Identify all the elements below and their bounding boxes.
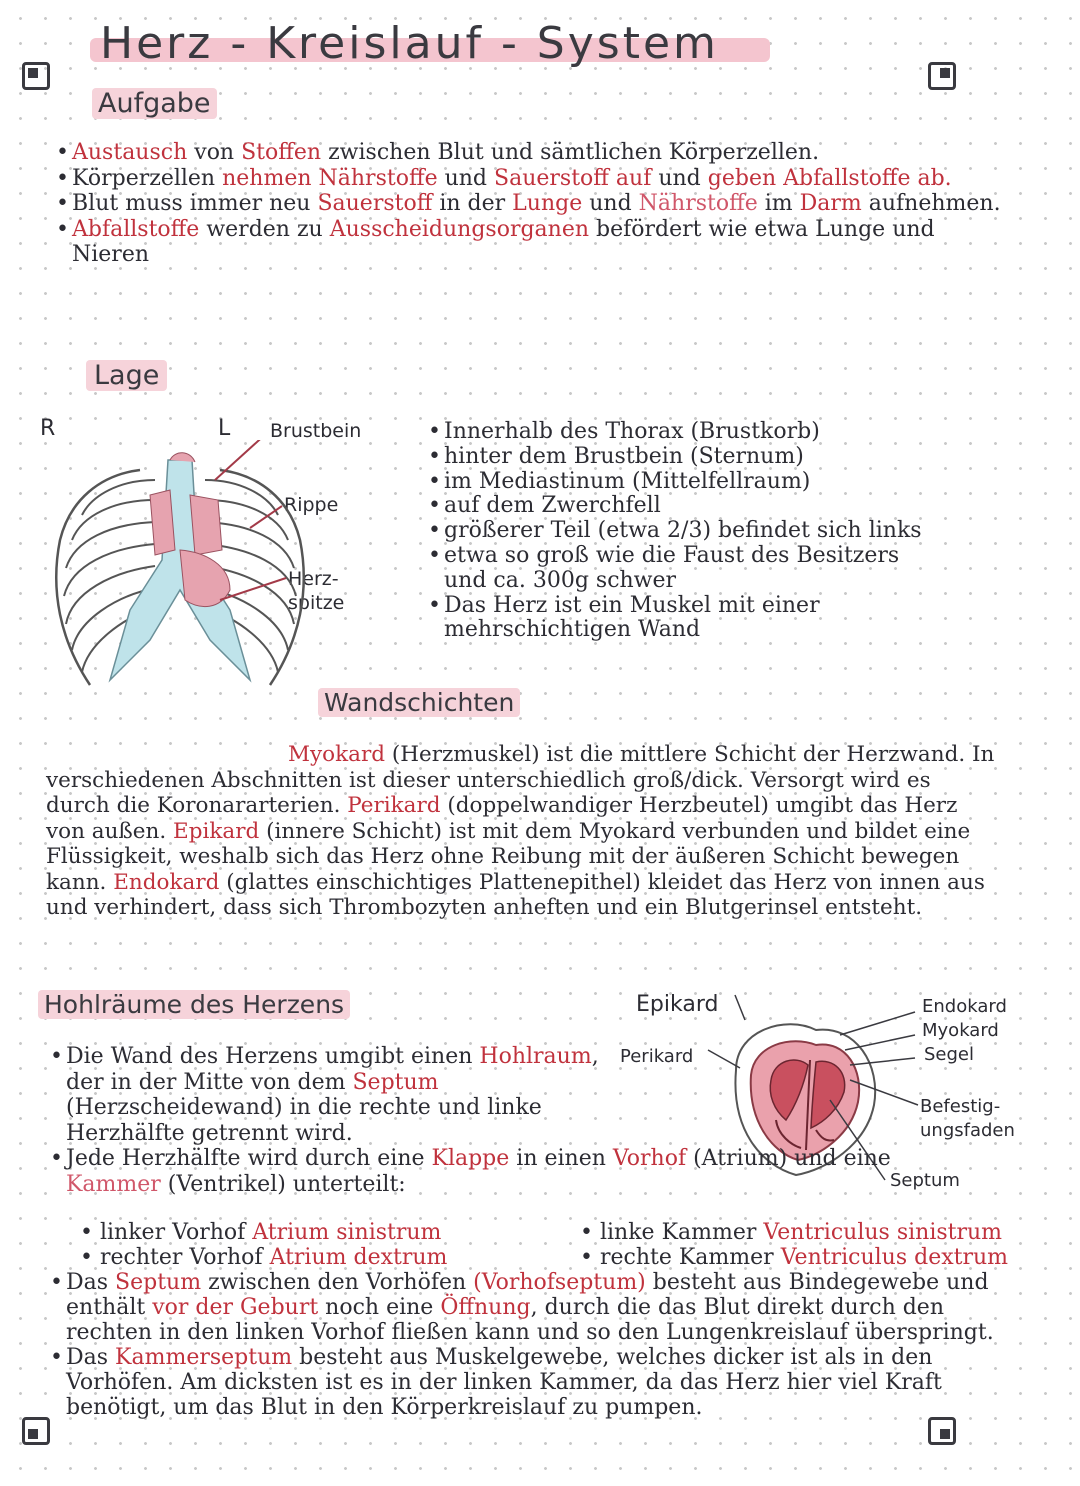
text-segment: (Herzmuskel) ist die mittlere Schicht der Herzwand. In verschiedenen Abschnitten ist dieser unterschiedlich groß/dick. Versorgt wird es durch die Koronararterien. <box>46 742 995 818</box>
list-item <box>56 217 1016 268</box>
right-atrium-term: Atrium dextrum <box>269 1245 448 1270</box>
text-segment: Kammer <box>66 1171 161 1197</box>
corner-mark-top-right <box>928 62 956 90</box>
text-segment: (Atrium) und eine <box>686 1146 891 1171</box>
list-item: • auf dem Zwerchfell <box>428 494 948 519</box>
text-segment: Jede Herzhälfte wird durch eine <box>66 1146 432 1171</box>
wandschichten-heading-text: Wandschichten <box>318 688 520 717</box>
label-herzspitze-line2: spitze <box>288 592 345 614</box>
text-segment: vor der Geburt <box>152 1295 319 1320</box>
corner-mark-top-left <box>22 62 50 90</box>
hohlraeume-heading-text: Hohlräume des Herzens <box>38 990 350 1019</box>
list-item <box>56 191 1016 217</box>
text-segment: Hohlraum <box>479 1044 592 1069</box>
chamber-row-left-atrium <box>80 1220 560 1246</box>
text-segment: Die Wand des Herzens umgibt einen <box>66 1044 480 1069</box>
text-segment: Klappe <box>431 1146 510 1171</box>
text-segment: zwischen Blut und sämtlichen Körperzellen. <box>321 140 820 165</box>
text-segment: Darm <box>799 191 862 216</box>
text-segment: Sauerstoff auf <box>494 165 652 191</box>
text-segment: Sauerstoff <box>317 191 433 216</box>
list-item <box>50 1044 610 1146</box>
label-left-side: L <box>218 416 231 441</box>
text-segment: (innere Schicht) ist mit dem Myokard verbunden und bildet eine Flüssigkeit, weshalb sich das Herz ohne Reibung mit der äußeren Schicht bewegen kann. <box>46 818 971 895</box>
list-item <box>56 140 1016 166</box>
text-segment: Endokard <box>113 869 220 895</box>
hohlraeume-list-top <box>50 1044 610 1146</box>
chamber-row-right-ventricle <box>580 1245 1050 1271</box>
left-atrium-term: Atrium sinistrum <box>252 1220 442 1245</box>
list-item: • größerer Teil (etwa 2/3) befindet sich links <box>428 519 948 544</box>
text-segment: (glattes einschichtiges Plattenepithel) kleidet das Herz von innen aus und verhindert, dass sich Thrombozyten anheften und ein Blutgerinsel entsteht. <box>46 869 985 920</box>
hohlraeume-list-bottom <box>50 1270 1030 1420</box>
text-segment: Blut muss immer neu <box>72 191 318 216</box>
text-segment: , durch die das Blut direkt durch den rechten in den linken Vorhof fließen kann und so den Lungenkreislauf überspringt. <box>66 1295 994 1345</box>
text-segment: und <box>437 165 495 191</box>
right-atrium-label: rechter Vorhof <box>99 1245 263 1270</box>
text-segment: Epikard <box>173 818 260 844</box>
chamber-bullet: • <box>580 1220 600 1245</box>
lage-heading-text: Lage <box>86 360 167 391</box>
label-brustbein: Brustbein <box>270 420 362 442</box>
aufgabe-heading-text: Aufgabe <box>92 88 217 119</box>
chamber-bullet: • <box>80 1220 100 1245</box>
text-segment: Das <box>66 1345 116 1370</box>
chamber-row-right-atrium <box>80 1245 560 1271</box>
label-perikard: Perikard <box>620 1046 694 1067</box>
text-segment: Stoffen <box>241 140 322 165</box>
text-segment: (Vorhofseptum) <box>473 1270 646 1295</box>
list-item <box>50 1270 1030 1345</box>
left-ventricle-term: Ventriculus sinistrum <box>763 1220 1003 1245</box>
list-item: • im Mediastinum (Mittelfellraum) <box>428 470 948 495</box>
text-segment: befördert wie etwa Lunge und Nieren <box>72 216 935 267</box>
text-segment: Das <box>66 1270 116 1295</box>
label-right-side: R <box>40 416 56 441</box>
text-segment: (doppelwandiger Herzbeutel) umgibt das Herz von außen. <box>46 793 958 844</box>
wandschichten-paragraph <box>46 742 996 921</box>
chamber-row-left-ventricle <box>580 1220 1050 1246</box>
text-segment: Septum <box>352 1069 439 1095</box>
text-segment: Austausch <box>72 140 188 165</box>
lage-list <box>428 420 948 643</box>
text-segment <box>312 166 319 191</box>
section-heading-lage <box>86 360 167 391</box>
list-item <box>50 1345 1030 1420</box>
right-ventricle-term: Ventriculus dextrum <box>780 1245 1009 1270</box>
label-epikard: Epikard <box>636 992 719 1017</box>
text-segment: von <box>187 140 242 165</box>
chamber-bullet: • <box>80 1245 100 1270</box>
section-heading-aufgabe <box>92 88 217 119</box>
page-title: Herz - Kreislauf - System <box>100 18 719 69</box>
text-segment: nehmen <box>222 165 312 191</box>
text-segment: Abfallstoffe <box>72 216 200 242</box>
left-atrium-label: linker Vorhof <box>99 1220 246 1245</box>
label-rippe: Rippe <box>284 494 339 516</box>
text-segment: (Herzscheidewand) in die rechte und linke Herzhälfte getrennt wird. <box>66 1095 542 1146</box>
label-septum: Septum <box>890 1170 960 1191</box>
text-segment: Ausscheidungsorganen <box>329 216 590 242</box>
text-segment: , der in der Mitte von dem <box>66 1044 599 1095</box>
label-befestigungsfaden-line2: ungsfaden <box>920 1120 1015 1141</box>
list-item: • Das Herz ist ein Muskel mit einer mehrschichtigen Wand <box>428 594 948 644</box>
list-item <box>50 1146 920 1197</box>
text-segment: besteht aus Muskelgewebe, welches dicker ist als in den Vorhöfen. Am dicksten ist es in der linken Kammer, da das Herz hier viel Kraft benötigt, um das Blut in den Körperkreislauf zu pumpen. <box>66 1345 942 1420</box>
right-ventricle-label: rechte Kammer <box>599 1245 774 1270</box>
text-segment: Vorhof <box>612 1146 687 1171</box>
text-segment: im <box>757 191 800 216</box>
aufgabe-list <box>56 140 1016 268</box>
left-ventricle-label: linke Kammer <box>599 1220 757 1245</box>
text-segment: aufnehmen. <box>861 191 1001 216</box>
text-segment: noch eine <box>318 1295 441 1320</box>
corner-mark-bottom-left <box>22 1417 50 1445</box>
section-heading-wandschichten <box>318 688 520 717</box>
text-segment: Septum <box>115 1270 202 1295</box>
text-segment: in der <box>432 191 513 216</box>
label-befestigungsfaden-line1: Befestig- <box>920 1096 1001 1117</box>
hohlraeume-list-klappe <box>50 1146 920 1197</box>
text-segment: geben Abfallstoffe ab. <box>707 165 952 191</box>
label-segel: Segel <box>924 1044 975 1065</box>
text-segment: und <box>651 165 708 191</box>
list-item: • etwa so groß wie die Faust des Besitzers und ca. 300g schwer <box>428 544 948 594</box>
label-herzspitze-line1: Herz- <box>288 568 339 590</box>
list-item <box>56 166 1016 192</box>
text-segment: zwischen den Vorhöfen <box>201 1270 474 1295</box>
label-myokard: Myokard <box>922 1020 999 1041</box>
text-segment: Kammerseptum <box>115 1345 293 1370</box>
text-segment: Öffnung <box>440 1295 531 1320</box>
ribcage-illustration <box>30 440 360 700</box>
corner-mark-bottom-right <box>928 1417 956 1445</box>
label-endokard: Endokard <box>922 996 1007 1017</box>
chamber-bullet: • <box>580 1245 600 1270</box>
list-item: • Innerhalb des Thorax (Brustkorb) <box>428 420 948 445</box>
text-segment: (Ventrikel) unterteilt: <box>160 1171 406 1197</box>
section-heading-hohlraeume <box>38 990 350 1019</box>
text-segment: Nährstoffe <box>318 165 438 191</box>
text-segment: Nährstoffe <box>638 191 758 216</box>
text-segment: in einen <box>509 1146 613 1171</box>
text-segment: und <box>582 191 639 216</box>
text-segment: Myokard <box>288 742 385 767</box>
text-segment: Lunge <box>512 191 583 216</box>
text-segment: werden zu <box>199 216 330 242</box>
text-segment: besteht aus Bindegewebe und enthält <box>66 1270 989 1320</box>
text-segment: Körperzellen <box>72 165 223 191</box>
list-item: • hinter dem Brustbein (Sternum) <box>428 445 948 470</box>
text-segment: Perikard <box>347 793 441 818</box>
